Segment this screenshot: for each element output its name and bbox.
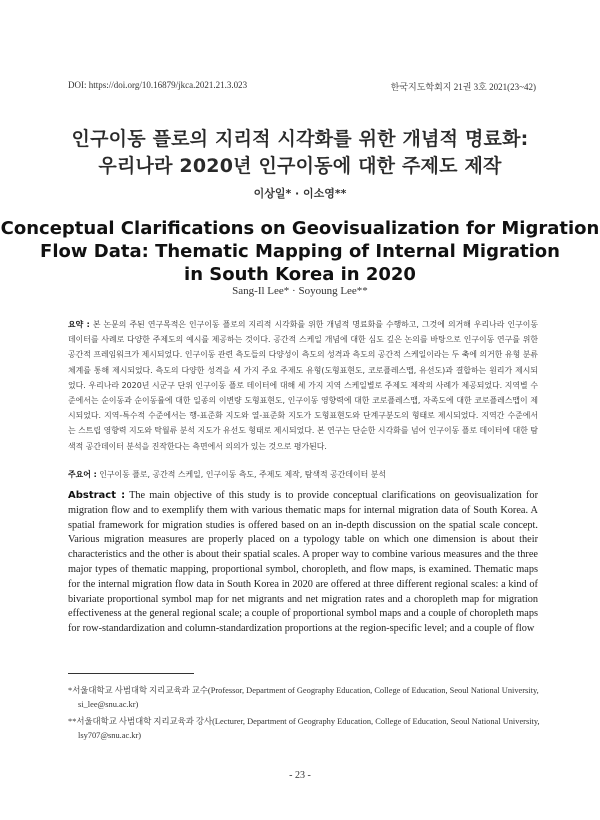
keywords-label: 주요어 : — [68, 470, 97, 479]
english-abstract-text: The main objective of this study is to provide conceptual clarifications on geovisualization for migration flow and to exemplify them with various thematic maps for internal migration data of South Korea. A spatial framework for migration studies is offered based on an in-depth discussion on the spatial scale concept. Various migration measures are properly placed on a typology table on which one dimension is about their characteristics and the other is about their spatial scales. A proper way to combine various measures and the three major types of thematic mapping, proportional symbol, choropleth, and flow maps, is examined. Thematic maps for the internal migration flow data in South Korea in 2020 are offered at three different regional scales: a kind of bivariate proportional symbol map for net migrants and net migration rates and a choropleth map for migration effectiveness at the general regional scale; a couple of proportional symbol maps and a couple of choropleth maps for row-standardization and column-standardization proportions at the region-specific level; and a couple of flow — [68, 490, 539, 635]
english-abstract-label: Abstract : — [68, 490, 126, 501]
footnote-2-line-1: **서울대학교 사범대학 지리교육과 강사(Lecturer, Department of Geography Education, College of Education, Seoul National University, — [68, 717, 540, 726]
korean-abstract — [68, 317, 538, 454]
english-abstract — [68, 489, 538, 637]
footnote-2 — [68, 715, 540, 742]
korean-abstract-text: 본 논문의 주된 연구목적은 인구이동 플로의 지리적 시각화를 위한 개념적 명료화를 수행하고, 그것에 의거해 우리나라 인구이동 데이터를 사례로 다양한 주제도의 예시를 제공하는 것이다. 공간적 스케일 개념에 대한 심도 깊은 논의를 바탕으로 인구이동 연구를 위한 공간적 프레임워크가 제시되었다. 인구이동 관련 측도들의 다양성이 측도의 성격과 측도의 공간적 스케일이라는 두 축에 의거한 유형 분류 체계를 통해 제시되었다. 측도의 다양한 성격을 세 가지 주요 주제도 유형(도형표현도, 코로플레스맵, 유선도)과 결합하는 원리가 제시되었다. 우리나라 2020년 시군구 단위 인구이동 플로 데이터에 대해 세 가지 지역 스케일별로 주제도 제작의 사례가 제공되었다. 지역별 수준에서는 순이동과 순이동률에 대한 일종의 이변량 도형표현도, 인구이동 영향력에 대한 코로플레스맵, 자족도에 대한 코로플레스맵이 제시되었다. 지역-특수적 수준에서는 행-표준화 지도와 열-표준화 지도가 도형표현도와 단계구분도의 형태로 제시되었다. 지역간 수준에서는 스트립 영향력 지도와 탁월류 분석 지도가 유선도 형태로 제시되었다. 본 연구는 단순한 시각화를 넘어 인구이동 플로 데이터에 대한 탐색적 공간데이터 분석을 진작한다는 측면에서 의의가 있는 것으로 평가된다. — [68, 320, 538, 451]
footnote-1-line-2: si_lee@snu.ac.kr) — [78, 699, 139, 709]
english-title-line-1: Conceptual Clarifications on Geovisualization for Migration — [0, 218, 600, 239]
korean-keywords — [68, 469, 538, 480]
korean-abstract-label: 요약 : — [68, 320, 90, 329]
english-authors: Sang-Il Lee* · Soyoung Lee** — [232, 285, 368, 297]
english-title-line-2: Flow Data: Thematic Mapping of Internal Migration — [40, 241, 560, 262]
footnote-divider — [68, 673, 194, 674]
korean-title-line-1: 인구이동 플로의 지리적 시각화를 위한 개념적 명료화: — [71, 128, 529, 150]
journal-info: 한국지도학회지 21권 3호 2021(23~42) — [390, 82, 536, 92]
doi-text: DOI: https://doi.org/10.16879/jkca.2021.21.3.023 — [68, 80, 248, 90]
keywords-text: 인구이동 플로, 공간적 스케일, 인구이동 측도, 주제도 제작, 탐색적 공간데이터 분석 — [99, 470, 386, 479]
korean-authors: 이상일* · 이소영** — [253, 187, 347, 200]
footnote-2-line-2: lsy707@snu.ac.kr) — [78, 730, 142, 740]
page-number: - 23 - — [289, 770, 311, 781]
footnote-1 — [68, 684, 540, 711]
english-title-line-3: in South Korea in 2020 — [184, 264, 416, 285]
footnote-1-line-1: *서울대학교 사범대학 지리교육과 교수(Professor, Department of Geography Education, College of Education, Seoul National University, — [68, 686, 539, 695]
korean-title-line-2: 우리나라 2020년 인구이동에 대한 주제도 제작 — [98, 155, 502, 177]
